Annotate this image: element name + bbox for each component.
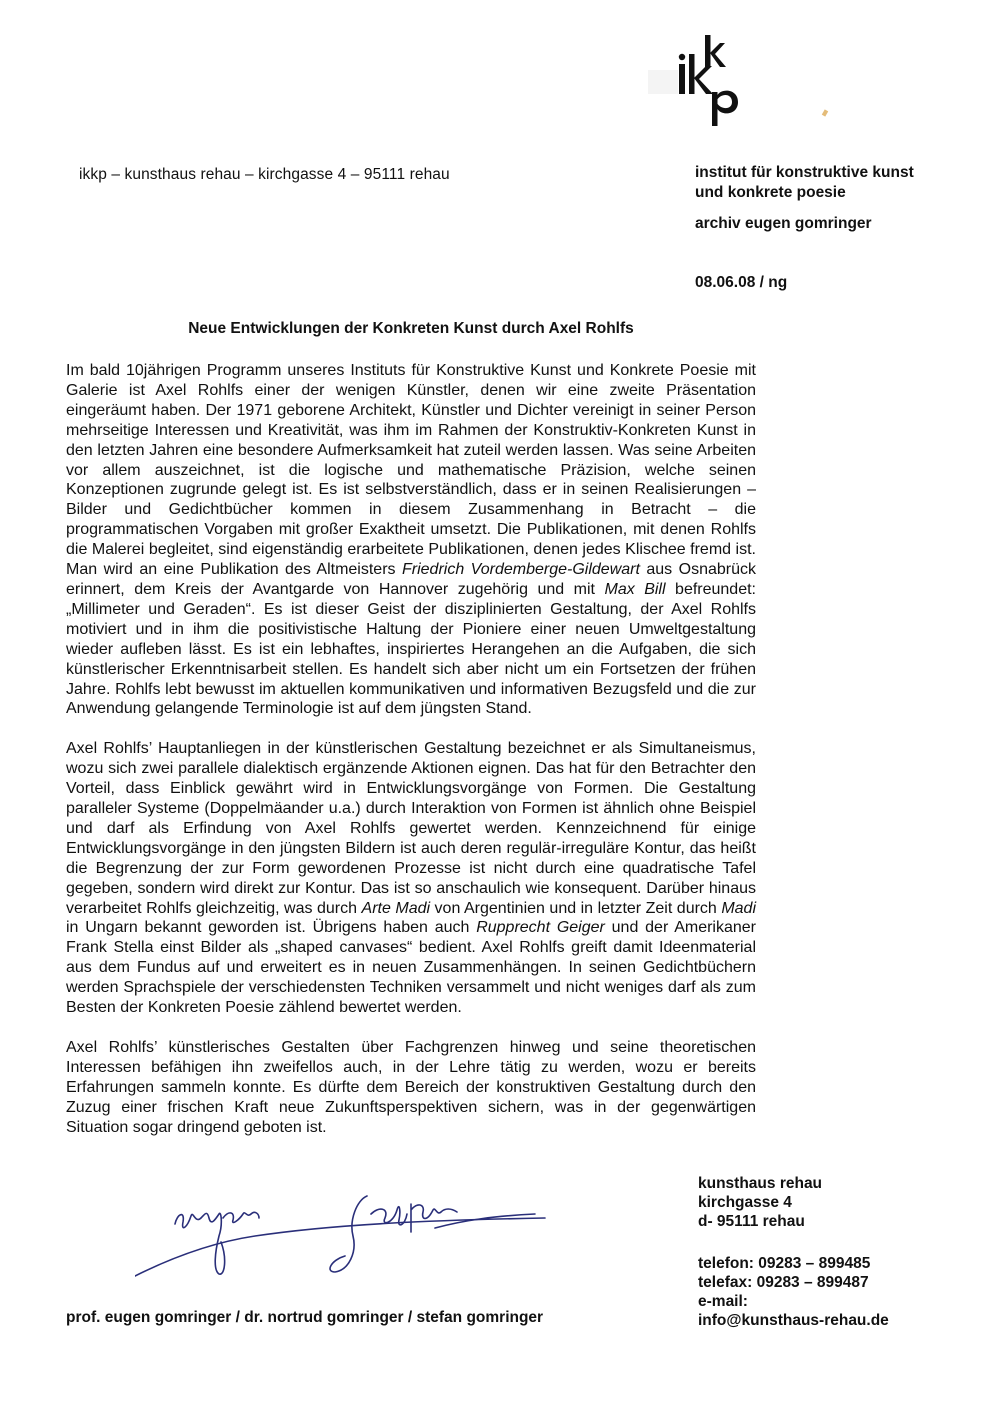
institute-block — [695, 163, 914, 234]
document-title: Neue Entwicklungen der Konkreten Kunst durch Axel Rohlfs — [188, 320, 634, 337]
address-block — [698, 1174, 822, 1231]
phone-number: telefon: 09283 – 899485 — [698, 1255, 871, 1272]
paragraph-3: Axel Rohlfs’ künstlerisches Gestalten über Fachgrenzen hinweg und seine theoretischen Interessen befähigen ihn zweifellos auch, in der Lehre tätig zu werden, wozu er bereits Erfahrungen sammeln konnte. Es dürfte dem Bereich der konstruktiven Gestaltung durch den Zuzug einer frischen Kraft neue Zukunftsperspektiven sichern, was in der gegenwärtigen Situation sogar dringend geboten ist. — [66, 1039, 756, 1136]
archive-name: archiv eugen gomringer — [695, 215, 872, 232]
institute-name-line2: und konkrete poesie — [695, 184, 846, 201]
stain-mark — [822, 109, 828, 116]
date-reference: 08.06.08 / ng — [695, 274, 788, 291]
address-city: d- 95111 rehau — [698, 1213, 805, 1230]
name-rupprecht-geiger: Rupprecht Geiger — [476, 919, 605, 937]
paragraph-2-text-b: von Argentinien und in letzter Zeit durch — [430, 899, 722, 917]
fax-number: telefax: 09283 – 899487 — [698, 1274, 869, 1291]
name-arte-madi: Arte Madi — [361, 899, 431, 917]
institute-name-line1: institut für konstruktive kunst — [695, 164, 914, 181]
ikkp-logo — [648, 30, 768, 130]
paragraph-1-text-a: Im bald 10jährigen Programm unseres Instituts für Konstruktive Kunst und Konkrete Poesie mit Galerie ist Axel Rohlfs einer der wenigen Künstler, denen wir eine zweite Präsentation eingeräumt haben. Der 1971 geborene Architekt, Künstler und Dichter vereinigt in seiner Person mehrseitige Interessen und Kreativität, was ihm im Rahmen der Konstruktiv-Konkreten Kunst in den letzten Jahren eine besondere Aufmerksamkeit hat zuteil werden lassen. Was seine Arbeiten vor allem auszeichnet, ist die logische und mathematische Präzision, welche seinen Konzeptionen zugrunde gelegt ist. Es ist selbstverständlich, dass er in seinen Realisierungen – Bilder und Gedichtbücher kommen in diesem Zusammenhang in Betracht – die programmatischen Vorgaben mit großer Exaktheit umsetzt. Die Publikationen, mit denen Rohlfs die Malerei begleitet, sind eigenständig erarbeitete Publikationen, denen jedes Klischee fremd ist. Man wird an eine Publikation des Altmeisters — [66, 362, 756, 579]
paragraph-2-text-a: Axel Rohlfs’ Hauptanliegen in der künstlerischen Gestaltung bezeichnet er als Simultaneismus, wozu sich zwei parallele dialektisch ergänzende Aktionen eignen. Das hat für den Betrachter den Vorteil, dass Einblick gewährt wird in Entwicklungsvorgänge von Formen. Die Gestaltung paralleler Systeme (Doppelmäander u.a.) durch Interaktion von Formen ist ähnlich ohne Beispiel und darf als Erfindung von Axel Rohlfs gewertet werden. Kennzeichnend für einige Entwicklungsvorgänge in den jüngsten Bildern ist auch deren regulär-irreguläre Kontur, das heißt die Begrenzung der zur Form gewordenen Prozesse ist nicht durch eine quadratische Tafel gegeben, sondern wird direkt zur Kontur. Das ist so anschaulich wie konsequent. Darüber hinaus verarbeitet Rohlfs gleichzeitig, was durch — [66, 740, 756, 917]
sender-line: ikkp – kunsthaus rehau – kirchgasse 4 – 95111 rehau — [79, 166, 450, 183]
paragraph-1-text-b: aus Osnabrück erinnert, dem Kreis der Avantgarde von Hannover zugehörig und mit — [66, 561, 757, 598]
name-max-bill: Max Bill — [604, 580, 666, 598]
contact-block — [698, 1254, 889, 1330]
paragraph-1 — [66, 361, 756, 719]
address-name: kunsthaus rehau — [698, 1175, 823, 1192]
name-madi: Madi — [721, 899, 757, 917]
ikkp-logo-icon — [648, 30, 768, 130]
paragraph-2 — [66, 739, 756, 1018]
email-address[interactable]: info@kunsthaus-rehau.de — [698, 1312, 889, 1329]
paragraph-2-text-d: und der Amerikaner Frank Stella einst Bilder als „shaped canvases“ bedient. Axel Rohlfs greift damit Ideenmaterial aus dem Fundus auf und erweitert es in neuen Zusammenhängen. In seinen Gedichtbüchern werden Sprachspiele der verschiedensten Techniken versammelt und nicht weniges darf als zum Besten der Konkreten Poesie zählend bewertet werden. — [66, 919, 757, 1017]
paragraph-2-text-c: in Ungarn bekannt geworden ist. Übrigens haben auch — [66, 919, 477, 937]
email-label: e-mail: — [698, 1293, 748, 1310]
letter-body — [66, 361, 756, 1138]
signer-names: prof. eugen gomringer / dr. nortrud gomringer / stefan gomringer — [66, 1309, 544, 1326]
paragraph-1-text-c: befreundet: „Millimeter und Geraden“. Es ist dieser Geist der disziplinierten Gestaltung, der Axel Rohlfs motiviert und in ihm die positivistische Haltung der Pioniere einer neuen Umweltgestaltung wieder aufleben lässt. Es ist ein lebhaftes, inspiriertes Herangehen an die Aufgaben, die sich künstlerischer Erkenntnisarbeit stellen. Es handelt sich aber nicht um ein Fortsetzen der frühen Jahre. Rohlfs lebt bewusst im aktuellen kommunikativen und informativen Bezugsfeld und die zur Anwendung gelangende Terminologie ist auf dem jüngsten Stand. — [66, 580, 756, 718]
handwritten-signature-icon — [135, 1180, 555, 1290]
name-vordemberge-gildewart: Friedrich Vordemberge-Gildewart — [401, 561, 640, 579]
address-street: kirchgasse 4 — [698, 1194, 792, 1211]
signature — [135, 1180, 555, 1290]
